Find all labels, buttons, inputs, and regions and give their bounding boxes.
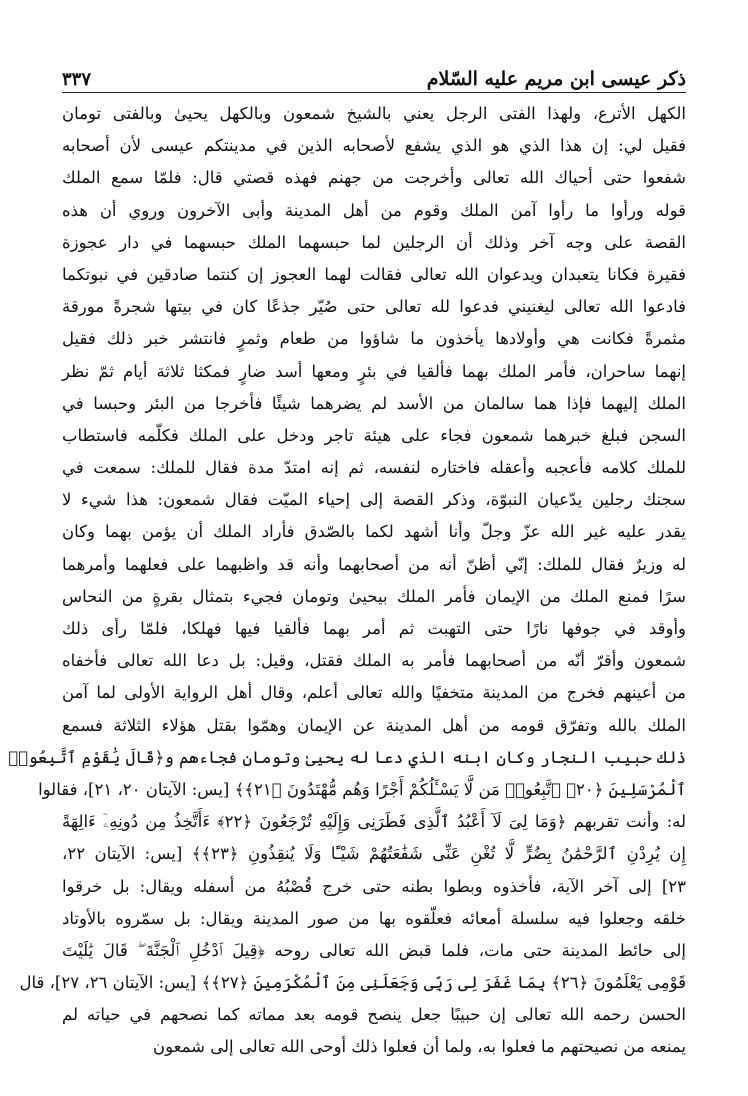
text-line: وأوقد في جوفها نارًا حتى التهبت ثم أمر بهما فألقيا فيها فهلكا، فلمّا رأى ذلك [62, 619, 686, 638]
page-number: ٣٣٧ [62, 69, 92, 90]
text-line: شمعون وأقرّ أنّه من أصحابهما فأمر به الملك فقتل، وقيل: بل دعا الله تعالى فأخفاه [62, 651, 686, 671]
body-text [8, 98, 687, 1064]
quran-line: إلى حائط المدينة حتى مات، فلما قبض الله تعالى روحه ﴿قِيلَ ٱدْخُلِ ٱلْجَنَّةَ ۖ قَالَ يَٰلَيْتَ [62, 940, 686, 960]
text-line: فادعوا الله تعالى ليغنيني فدعوا لله تعالى حتى صُيّر جذعًا كان في بيتها شجرةً مورقة [62, 297, 686, 317]
text-line: فقيل لي: إن هذا الذي هو الذي يشفع لأصحابه الذين في مدينتكم عيسى لأن أصحابه [62, 136, 686, 156]
quran-line: قَوْمِى يَعْلَمُونَ ﴿٢٦﴾ بِمَا غَفَرَ لِى رَبِّى وَجَعَلَنِى مِنَ ٱلْمُكْرَمِينَ ﴿٢٧﴾﴾ [يس: الآيتان ٢٦، ٢٧]، قال [19, 973, 686, 993]
header-rule [62, 92, 686, 93]
text-line: سرًا فمنع الملك من الإيمان فأمر الملك بيحيىٰ وتومان فجيء بتمثال بقرةٍ من النحاس [62, 586, 686, 606]
chapter-title: ذكر عيسى ابن مريم عليه السّلام [426, 68, 686, 90]
quran-line: ٱلْمُرْسَلِينَ ﴿٢٠﴾ ٱتَّبِعُوا۟ مَن لَّا يَسْـَٔلُكُمْ أَجْرًا وَهُم مُّهْتَدُونَ ﴿٢١﴾﴾ [يس: الآيتان ٢٠، ٢١]، فقالوا [38, 779, 686, 799]
text-line: يمنعه من نصيحتهم ما فعلوا به، ولما أن فعلوا ذلك أوحى الله تعالى إلى شمعون [153, 1037, 686, 1057]
text-line: الملك إليهما فإذا هما سالمان من الأسد لم يضرهما شيئًا فأخرجا من البئر وحبسا في [62, 393, 686, 413]
text-line: للملك كلامه فأعجبه وأعقله فاختاره لنفسه، ثم إنه امتدّ مدة فقال للملك: سمعت في [62, 458, 686, 478]
text-line: ذلك حبيب النجار وكان ابنه الذي دعا له يحيىٰ وتومان فجاءهم و﴿قَالَ يَٰقَوْمِ ٱتَّبِعُوا۟ [8, 747, 686, 767]
text-line: الملك بالله وتفرّق قومه من أهل المدينة عن الإيمان وهمّوا بقتل هؤلاء الثلاثة فسمع [62, 715, 686, 735]
text-line: ٢٣] إلى آخر الآية، فأخذوه وبطوا بطنه حتى خرج قُصْبُهُ من أسفله ويقال: بل خرقوا [62, 876, 686, 896]
text-line: له وزيرٌ فقال للملك: إنّي أظنّ أنه من أصحابهما وأنه قد واظبهما على فعلهما وأمرهما [62, 554, 686, 574]
text-line: الكهل الأترع، ولهذا الفتى الرجل يعني بالشيخ شمعون وبالكهل يحيىٰ وبالفتى تومان [62, 104, 686, 123]
quran-line: إِن يُرِدْنِ ٱلرَّحْمَٰنُ بِضُرٍّ لَّا تُغْنِ عَنِّى شَفَٰعَتُهُمْ شَيْـًٔا وَلَا يُنقِذُونِ ﴿٢٣﴾﴾ [يس: الآيتان ٢٢، [62, 844, 686, 864]
running-header [62, 58, 686, 90]
text-line: السجن فبلغ خبرهما شمعون فجاء على هيئة تاجر ودخل على الملك فكلّمه فاستطاب [62, 425, 686, 445]
text-line: شفعوا حتى أحياك الله تعالى وأخرجت من جهنم فهذه قصتي قال: فلمّا سمع الملك [62, 168, 686, 188]
text-line: القصة على وجه آخر وذلك أن الرجلين لما حبسهما الملك حبسهما في دار عجوزة [62, 232, 686, 252]
text-line: سجنك رجلين يدّعيان النبوّة، وذكر القصة إلى إحياء الميّت فقال شمعون: هذا شيء لا [62, 490, 686, 510]
text-line: مثمرةً فكانت هي وأولادها يأخذون ما شاؤوا من طعام وثمرٍ فانتشر خبر ذلك فقيل [62, 329, 686, 349]
text-line: يقدر عليه غير الله عزّ وجلّ وأنا أشهد لكما بالصّدق فأراد الملك أن يؤمن بهما وكان [62, 522, 686, 542]
text-line: من أعينهم فخرج من المدينة متخفيًا والله تعالى أعلم، وقال أهل الرواية الأولى لما آمن [62, 683, 686, 703]
quran-line: له: وأنت تقربهم ﴿وَمَا لِىَ لَآ أَعْبُدُ ٱلَّذِى فَطَرَنِى وَإِلَيْهِ تُرْجَعُونَ ﴿٢٢﴾ ءَأَتَّخِذُ مِن دُونِهِۦٓ ءَالِهَةً [62, 812, 687, 832]
text-line: الحسن رحمه الله تعالى إن حبيبًا جعل ينصح قومه بعد مماته كما نصحهم في حياته لم [62, 1005, 686, 1025]
text-line: قوله ورأوا ما رأوا آمن الملك وقوم من أهل المدينة وأبى الآخرون وروي أن هذه [62, 200, 686, 220]
text-line: إنهما ساحران، فأمر الملك بهما فألقيا في بئرٍ ومعها أسد ضارٍ فمكثا ثلاثة أيام ثمّ نظر [62, 361, 686, 381]
text-line: فقيرة فكانا يتعبدان ويدعوان الله تعالى فقالت لهما العجوز إن كنتما صادقين في نبوتكما [62, 264, 686, 284]
text-line: خلقه وجعلوا فيه سلسلة أمعائه فعلّقوه بها من صور المدينة ويقال: بل سمّروه بالأوتاد [62, 908, 686, 928]
